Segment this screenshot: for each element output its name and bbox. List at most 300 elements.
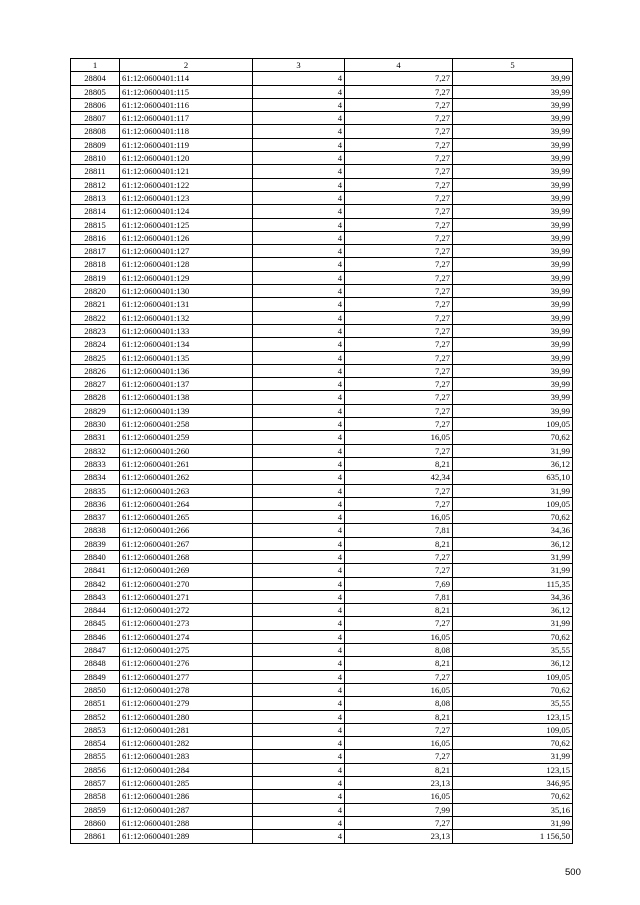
table-cell-col-2: 61:12:0600401:134	[120, 338, 253, 351]
table-cell-col-2: 61:12:0600401:275	[120, 644, 253, 657]
table-cell-col-4: 8,21	[345, 763, 453, 776]
table-cell-col-1: 28827	[71, 378, 120, 391]
table-cell-col-5: 39,99	[453, 285, 573, 298]
table-cell-col-4: 8,21	[345, 657, 453, 670]
table-cell-col-1: 28814	[71, 205, 120, 218]
table-cell-col-5: 31,99	[453, 550, 573, 563]
table-cell-col-1: 28810	[71, 152, 120, 165]
table-cell-col-2: 61:12:0600401:132	[120, 311, 253, 324]
table-cell-col-3: 4	[253, 577, 345, 590]
table-cell-col-2: 61:12:0600401:273	[120, 617, 253, 630]
table-cell-col-2: 61:12:0600401:117	[120, 112, 253, 125]
table-cell-col-5: 39,99	[453, 218, 573, 231]
table-cell-col-3: 4	[253, 670, 345, 683]
table-cell-col-1: 28813	[71, 191, 120, 204]
table-cell-col-3: 4	[253, 550, 345, 563]
table-body	[71, 72, 573, 843]
table-row	[71, 830, 573, 843]
table-row	[71, 723, 573, 736]
table-cell-col-3: 4	[253, 311, 345, 324]
table-cell-col-2: 61:12:0600401:121	[120, 165, 253, 178]
table-row	[71, 444, 573, 457]
table-cell-col-4: 7,81	[345, 524, 453, 537]
table-row	[71, 683, 573, 696]
column-header-5: 5	[453, 59, 573, 72]
table-cell-col-5: 39,99	[453, 72, 573, 85]
table-cell-col-1: 28838	[71, 524, 120, 537]
table-cell-col-4: 16,05	[345, 630, 453, 643]
table-cell-col-2: 61:12:0600401:266	[120, 524, 253, 537]
table-cell-col-1: 28846	[71, 630, 120, 643]
table-cell-col-4: 7,27	[345, 178, 453, 191]
table-cell-col-3: 4	[253, 431, 345, 444]
table-cell-col-3: 4	[253, 750, 345, 763]
table-cell-col-3: 4	[253, 657, 345, 670]
table-cell-col-2: 61:12:0600401:261	[120, 457, 253, 470]
table-cell-col-2: 61:12:0600401:124	[120, 205, 253, 218]
table-row	[71, 550, 573, 563]
table-cell-col-3: 4	[253, 178, 345, 191]
table-cell-col-1: 28820	[71, 285, 120, 298]
table-cell-col-4: 7,27	[345, 723, 453, 736]
table-cell-col-2: 61:12:0600401:138	[120, 391, 253, 404]
table-cell-col-4: 7,27	[345, 497, 453, 510]
table-cell-col-5: 36,12	[453, 657, 573, 670]
header-row	[71, 59, 573, 72]
table-cell-col-3: 4	[253, 258, 345, 271]
table-row	[71, 112, 573, 125]
table-row	[71, 657, 573, 670]
table-cell-col-1: 28842	[71, 577, 120, 590]
table-cell-col-5: 109,05	[453, 418, 573, 431]
table-cell-col-4: 7,99	[345, 803, 453, 816]
table-cell-col-5: 36,12	[453, 537, 573, 550]
table-cell-col-1: 28812	[71, 178, 120, 191]
table-row	[71, 165, 573, 178]
table-cell-col-2: 61:12:0600401:119	[120, 138, 253, 151]
table-cell-col-4: 7,27	[345, 750, 453, 763]
table-cell-col-1: 28855	[71, 750, 120, 763]
table-cell-col-1: 28837	[71, 511, 120, 524]
table-cell-col-2: 61:12:0600401:279	[120, 697, 253, 710]
table-cell-col-5: 70,62	[453, 511, 573, 524]
column-header-1: 1	[71, 59, 120, 72]
table-cell-col-4: 7,27	[345, 112, 453, 125]
table-row	[71, 72, 573, 85]
table-cell-col-1: 28824	[71, 338, 120, 351]
table-cell-col-1: 28819	[71, 271, 120, 284]
table-cell-col-5: 346,95	[453, 777, 573, 790]
table-row	[71, 271, 573, 284]
table-row	[71, 245, 573, 258]
table-cell-col-3: 4	[253, 524, 345, 537]
table-cell-col-5: 31,99	[453, 816, 573, 829]
table-cell-col-5: 39,99	[453, 245, 573, 258]
table-cell-col-3: 4	[253, 683, 345, 696]
table-cell-col-5: 34,36	[453, 524, 573, 537]
table-cell-col-1: 28804	[71, 72, 120, 85]
table-cell-col-2: 61:12:0600401:125	[120, 218, 253, 231]
table-cell-col-4: 8,08	[345, 697, 453, 710]
table-cell-col-2: 61:12:0600401:286	[120, 790, 253, 803]
table-cell-col-2: 61:12:0600401:267	[120, 537, 253, 550]
table-cell-col-2: 61:12:0600401:283	[120, 750, 253, 763]
table-cell-col-5: 36,12	[453, 457, 573, 470]
table-cell-col-5: 35,55	[453, 644, 573, 657]
table-cell-col-2: 61:12:0600401:131	[120, 298, 253, 311]
table-cell-col-4: 7,27	[345, 311, 453, 324]
table-row	[71, 98, 573, 111]
table-cell-col-4: 7,27	[345, 550, 453, 563]
table-cell-col-5: 70,62	[453, 630, 573, 643]
table-cell-col-5: 39,99	[453, 165, 573, 178]
page-number: 500	[565, 867, 581, 878]
table-row	[71, 537, 573, 550]
table-cell-col-3: 4	[253, 378, 345, 391]
table-row	[71, 431, 573, 444]
table-row	[71, 138, 573, 151]
table-row	[71, 763, 573, 776]
table-cell-col-2: 61:12:0600401:136	[120, 364, 253, 377]
table-cell-col-2: 61:12:0600401:258	[120, 418, 253, 431]
table-cell-col-4: 7,27	[345, 816, 453, 829]
table-cell-col-4: 7,27	[345, 670, 453, 683]
table-cell-col-5: 36,12	[453, 604, 573, 617]
table-cell-col-1: 28808	[71, 125, 120, 138]
table-cell-col-1: 28823	[71, 324, 120, 337]
table-row	[71, 697, 573, 710]
table-cell-col-4: 7,27	[345, 298, 453, 311]
table-cell-col-2: 61:12:0600401:285	[120, 777, 253, 790]
table-cell-col-2: 61:12:0600401:118	[120, 125, 253, 138]
table-cell-col-1: 28815	[71, 218, 120, 231]
table-cell-col-2: 61:12:0600401:259	[120, 431, 253, 444]
table-cell-col-4: 8,21	[345, 457, 453, 470]
table-cell-col-2: 61:12:0600401:289	[120, 830, 253, 843]
table-cell-col-3: 4	[253, 471, 345, 484]
table-cell-col-2: 61:12:0600401:282	[120, 737, 253, 750]
table-cell-col-1: 28857	[71, 777, 120, 790]
table-cell-col-3: 4	[253, 271, 345, 284]
column-header-3: 3	[253, 59, 345, 72]
table-cell-col-5: 39,99	[453, 85, 573, 98]
table-cell-col-5: 34,36	[453, 590, 573, 603]
table-cell-col-4: 7,27	[345, 138, 453, 151]
table-cell-col-2: 61:12:0600401:126	[120, 231, 253, 244]
table-row	[71, 338, 573, 351]
table-cell-col-5: 109,05	[453, 497, 573, 510]
table-cell-col-2: 61:12:0600401:115	[120, 85, 253, 98]
table-cell-col-2: 61:12:0600401:271	[120, 590, 253, 603]
table-cell-col-5: 1 156,50	[453, 830, 573, 843]
table-cell-col-2: 61:12:0600401:278	[120, 683, 253, 696]
table-cell-col-3: 4	[253, 790, 345, 803]
table-cell-col-3: 4	[253, 763, 345, 776]
table-cell-col-2: 61:12:0600401:284	[120, 763, 253, 776]
table-cell-col-5: 123,15	[453, 763, 573, 776]
table-cell-col-4: 7,27	[345, 205, 453, 218]
table-cell-col-4: 8,21	[345, 710, 453, 723]
table-cell-col-5: 39,99	[453, 271, 573, 284]
table-cell-col-4: 8,21	[345, 604, 453, 617]
column-header-2: 2	[120, 59, 253, 72]
table-cell-col-4: 7,81	[345, 590, 453, 603]
table-cell-col-4: 23,13	[345, 830, 453, 843]
table-row	[71, 311, 573, 324]
table-cell-col-5: 35,55	[453, 697, 573, 710]
table-cell-col-4: 7,27	[345, 218, 453, 231]
table-cell-col-5: 115,35	[453, 577, 573, 590]
table-cell-col-3: 4	[253, 72, 345, 85]
table-row	[71, 644, 573, 657]
table-cell-col-3: 4	[253, 617, 345, 630]
table-cell-col-1: 28839	[71, 537, 120, 550]
table-row	[71, 125, 573, 138]
table-cell-col-1: 28830	[71, 418, 120, 431]
table-cell-col-4: 23,13	[345, 777, 453, 790]
table-cell-col-1: 28848	[71, 657, 120, 670]
table-cell-col-4: 7,27	[345, 484, 453, 497]
table-cell-col-5: 31,99	[453, 564, 573, 577]
table-cell-col-2: 61:12:0600401:123	[120, 191, 253, 204]
table-cell-col-1: 28859	[71, 803, 120, 816]
table-row	[71, 777, 573, 790]
table-cell-col-3: 4	[253, 285, 345, 298]
table-cell-col-1: 28816	[71, 231, 120, 244]
table-cell-col-2: 61:12:0600401:120	[120, 152, 253, 165]
table-cell-col-4: 7,27	[345, 391, 453, 404]
table-row	[71, 524, 573, 537]
table-cell-col-2: 61:12:0600401:269	[120, 564, 253, 577]
table-cell-col-2: 61:12:0600401:122	[120, 178, 253, 191]
table-cell-col-2: 61:12:0600401:128	[120, 258, 253, 271]
table-cell-col-3: 4	[253, 98, 345, 111]
table-cell-col-5: 39,99	[453, 298, 573, 311]
table-cell-col-1: 28841	[71, 564, 120, 577]
table-row	[71, 577, 573, 590]
table-cell-col-1: 28845	[71, 617, 120, 630]
table-cell-col-5: 70,62	[453, 431, 573, 444]
table-cell-col-3: 4	[253, 723, 345, 736]
table-cell-col-3: 4	[253, 537, 345, 550]
table-row	[71, 710, 573, 723]
table-cell-col-3: 4	[253, 245, 345, 258]
table-cell-col-2: 61:12:0600401:116	[120, 98, 253, 111]
table-cell-col-1: 28849	[71, 670, 120, 683]
table-cell-col-1: 28829	[71, 404, 120, 417]
table-cell-col-1: 28817	[71, 245, 120, 258]
table-cell-col-1: 28861	[71, 830, 120, 843]
table-cell-col-3: 4	[253, 112, 345, 125]
table-cell-col-4: 7,27	[345, 351, 453, 364]
table-cell-col-5: 39,99	[453, 125, 573, 138]
table-cell-col-2: 61:12:0600401:114	[120, 72, 253, 85]
table-cell-col-2: 61:12:0600401:270	[120, 577, 253, 590]
table-cell-col-2: 61:12:0600401:130	[120, 285, 253, 298]
table-cell-col-4: 7,27	[345, 191, 453, 204]
table-cell-col-4: 7,27	[345, 378, 453, 391]
table-cell-col-4: 7,27	[345, 324, 453, 337]
table-cell-col-5: 39,99	[453, 258, 573, 271]
table-cell-col-1: 28834	[71, 471, 120, 484]
table-cell-col-3: 4	[253, 697, 345, 710]
table-row	[71, 178, 573, 191]
table-cell-col-3: 4	[253, 165, 345, 178]
table-cell-col-1: 28826	[71, 364, 120, 377]
table-cell-col-4: 16,05	[345, 683, 453, 696]
table-cell-col-1: 28806	[71, 98, 120, 111]
table-cell-col-3: 4	[253, 737, 345, 750]
table-cell-col-3: 4	[253, 418, 345, 431]
table-cell-col-1: 28831	[71, 431, 120, 444]
table-cell-col-5: 39,99	[453, 378, 573, 391]
table-row	[71, 298, 573, 311]
table-row	[71, 218, 573, 231]
table-cell-col-5: 39,99	[453, 364, 573, 377]
table-cell-col-3: 4	[253, 830, 345, 843]
table-cell-col-5: 31,99	[453, 444, 573, 457]
table-cell-col-1: 28811	[71, 165, 120, 178]
table-row	[71, 737, 573, 750]
table-cell-col-3: 4	[253, 85, 345, 98]
table-cell-col-3: 4	[253, 497, 345, 510]
table-cell-col-4: 7,27	[345, 125, 453, 138]
table-row	[71, 617, 573, 630]
table-cell-col-1: 28844	[71, 604, 120, 617]
table-cell-col-1: 28822	[71, 311, 120, 324]
table-cell-col-5: 39,99	[453, 98, 573, 111]
table-row	[71, 285, 573, 298]
table-row	[71, 511, 573, 524]
table-cell-col-2: 61:12:0600401:260	[120, 444, 253, 457]
table-cell-col-1: 28860	[71, 816, 120, 829]
table-cell-col-2: 61:12:0600401:262	[120, 471, 253, 484]
table-cell-col-4: 8,08	[345, 644, 453, 657]
table-cell-col-4: 16,05	[345, 737, 453, 750]
table-cell-col-2: 61:12:0600401:272	[120, 604, 253, 617]
table-cell-col-4: 7,27	[345, 258, 453, 271]
table-cell-col-5: 39,99	[453, 311, 573, 324]
table-cell-col-4: 42,34	[345, 471, 453, 484]
table-cell-col-4: 16,05	[345, 511, 453, 524]
table-cell-col-2: 61:12:0600401:135	[120, 351, 253, 364]
table-cell-col-3: 4	[253, 231, 345, 244]
table-row	[71, 497, 573, 510]
table-cell-col-3: 4	[253, 444, 345, 457]
table-row	[71, 378, 573, 391]
table-row	[71, 816, 573, 829]
table-cell-col-3: 4	[253, 710, 345, 723]
table-cell-col-5: 70,62	[453, 790, 573, 803]
table-cell-col-1: 28851	[71, 697, 120, 710]
table-cell-col-1: 28858	[71, 790, 120, 803]
table-cell-col-4: 7,27	[345, 245, 453, 258]
table-cell-col-1: 28805	[71, 85, 120, 98]
table-cell-col-4: 7,27	[345, 231, 453, 244]
table-cell-col-3: 4	[253, 404, 345, 417]
table-cell-col-2: 61:12:0600401:133	[120, 324, 253, 337]
table-cell-col-3: 4	[253, 816, 345, 829]
table-cell-col-3: 4	[253, 630, 345, 643]
table-cell-col-2: 61:12:0600401:265	[120, 511, 253, 524]
table-row	[71, 590, 573, 603]
table-cell-col-3: 4	[253, 338, 345, 351]
table-row	[71, 790, 573, 803]
table-cell-col-2: 61:12:0600401:129	[120, 271, 253, 284]
table-cell-col-3: 4	[253, 218, 345, 231]
table-row	[71, 604, 573, 617]
table-cell-col-5: 70,62	[453, 737, 573, 750]
table-cell-col-4: 7,27	[345, 152, 453, 165]
table-cell-col-5: 70,62	[453, 683, 573, 696]
table-cell-col-2: 61:12:0600401:288	[120, 816, 253, 829]
table-cell-col-3: 4	[253, 604, 345, 617]
table-cell-col-4: 7,27	[345, 98, 453, 111]
table-cell-col-4: 7,27	[345, 85, 453, 98]
data-table	[70, 58, 573, 844]
table-cell-col-1: 28821	[71, 298, 120, 311]
table-cell-col-3: 4	[253, 152, 345, 165]
table-cell-col-2: 61:12:0600401:137	[120, 378, 253, 391]
table-cell-col-4: 7,27	[345, 564, 453, 577]
table-cell-col-3: 4	[253, 511, 345, 524]
table-cell-col-1: 28836	[71, 497, 120, 510]
table-cell-col-1: 28843	[71, 590, 120, 603]
table-cell-col-4: 7,27	[345, 165, 453, 178]
table-row	[71, 324, 573, 337]
table-cell-col-4: 7,27	[345, 418, 453, 431]
table-cell-col-2: 61:12:0600401:264	[120, 497, 253, 510]
table-cell-col-3: 4	[253, 298, 345, 311]
table-cell-col-3: 4	[253, 391, 345, 404]
table-row	[71, 457, 573, 470]
table-row	[71, 471, 573, 484]
table-row	[71, 391, 573, 404]
table-cell-col-1: 28852	[71, 710, 120, 723]
table-row	[71, 258, 573, 271]
table-cell-col-5: 39,99	[453, 351, 573, 364]
table-row	[71, 670, 573, 683]
table-row	[71, 205, 573, 218]
table-cell-col-3: 4	[253, 484, 345, 497]
table-cell-col-1: 28832	[71, 444, 120, 457]
table-cell-col-1: 28856	[71, 763, 120, 776]
table-cell-col-2: 61:12:0600401:280	[120, 710, 253, 723]
table-cell-col-2: 61:12:0600401:276	[120, 657, 253, 670]
table-cell-col-3: 4	[253, 191, 345, 204]
table-cell-col-5: 109,05	[453, 723, 573, 736]
table-cell-col-4: 7,27	[345, 444, 453, 457]
table-cell-col-3: 4	[253, 777, 345, 790]
table-cell-col-3: 4	[253, 125, 345, 138]
table-cell-col-2: 61:12:0600401:287	[120, 803, 253, 816]
table-cell-col-5: 39,99	[453, 205, 573, 218]
table-cell-col-2: 61:12:0600401:268	[120, 550, 253, 563]
table-cell-col-4: 7,27	[345, 338, 453, 351]
table-cell-col-5: 31,99	[453, 617, 573, 630]
table-cell-col-1: 28847	[71, 644, 120, 657]
table-cell-col-1: 28833	[71, 457, 120, 470]
table-cell-col-5: 39,99	[453, 324, 573, 337]
table-cell-col-4: 7,27	[345, 72, 453, 85]
table-cell-col-4: 8,21	[345, 537, 453, 550]
table-header	[71, 59, 573, 72]
column-header-4: 4	[345, 59, 453, 72]
table-row	[71, 564, 573, 577]
table-cell-col-5: 39,99	[453, 231, 573, 244]
table-row	[71, 803, 573, 816]
table-cell-col-4: 7,69	[345, 577, 453, 590]
